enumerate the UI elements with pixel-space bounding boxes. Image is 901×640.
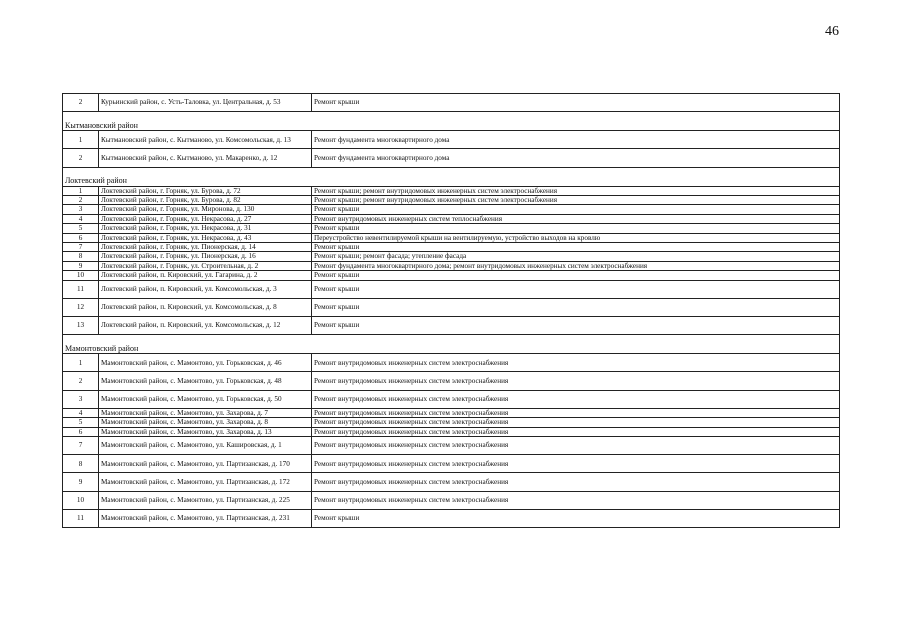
row-number: 3 [63,205,99,214]
repair-table [62,93,840,528]
row-number: 9 [63,473,99,491]
row-work-type: Ремонт внутридомовых инженерных систем электроснабжения [312,372,840,390]
row-address: Локтевский район, г. Горняк, ул. Пионерская, д. 14 [99,243,312,252]
district-name: Локтевский район [63,167,840,186]
row-work-type: Ремонт крыши [312,317,840,335]
row-work-type: Ремонт внутридомовых инженерных систем теплоснабжения [312,214,840,223]
row-address: Мамонтовский район, с. Мамонтово, ул. Горьковская, д. 46 [99,354,312,372]
table-row [63,261,840,270]
row-number: 2 [63,94,99,112]
row-number: 6 [63,233,99,242]
row-address: Локтевский район, г. Горняк, ул. Некрасова, д. 31 [99,224,312,233]
row-address: Мамонтовский район, с. Мамонтово, ул. Партизанская, д. 225 [99,491,312,509]
repair-table-body [63,94,840,528]
row-number: 10 [63,271,99,280]
row-work-type: Ремонт крыши; ремонт внутридомовых инженерных систем электроснабжения [312,186,840,195]
row-number: 9 [63,261,99,270]
row-address: Локтевский район, п. Кировский, ул. Комсомольская, д. 12 [99,317,312,335]
table-row [63,372,840,390]
row-work-type: Ремонт крыши [312,205,840,214]
row-address: Кытмановский район, с. Кытманово, ул. Макаренко, д. 12 [99,149,312,167]
row-address: Мамонтовский район, с. Мамонтово, ул. Захарова, д. 13 [99,427,312,436]
table-row [63,271,840,280]
row-work-type: Ремонт крыши; ремонт фасада; утепление фасада [312,252,840,261]
row-address: Мамонтовский район, с. Мамонтово, ул. Партизанская, д. 172 [99,473,312,491]
row-work-type: Ремонт крыши [312,280,840,298]
table-row [63,214,840,223]
district-header-row [63,112,840,131]
row-address: Мамонтовский район, с. Мамонтово, ул. Партизанская, д. 170 [99,455,312,473]
row-work-type: Ремонт внутридомовых инженерных систем электроснабжения [312,455,840,473]
district-name: Мамонтовский район [63,335,840,354]
row-address: Мамонтовский район, с. Мамонтово, ул. Кашировская, д. 1 [99,436,312,454]
table-row [63,491,840,509]
row-work-type: Ремонт крыши [312,298,840,316]
row-address: Мамонтовский район, с. Мамонтово, ул. Горьковская, д. 50 [99,390,312,408]
row-number: 8 [63,252,99,261]
row-address: Мамонтовский район, с. Мамонтово, ул. Партизанская, д. 231 [99,509,312,527]
row-number: 5 [63,418,99,427]
table-row [63,94,840,112]
row-address: Локтевский район, г. Горняк, ул. Некрасова, д. 27 [99,214,312,223]
row-work-type: Ремонт внутридомовых инженерных систем электроснабжения [312,473,840,491]
row-work-type: Ремонт фундамента многоквартирного дома [312,131,840,149]
row-address: Мамонтовский район, с. Мамонтово, ул. Захарова, д. 7 [99,408,312,417]
row-number: 4 [63,214,99,223]
table-row [63,224,840,233]
row-number: 13 [63,317,99,335]
row-number: 4 [63,408,99,417]
row-work-type: Ремонт внутридомовых инженерных систем электроснабжения [312,354,840,372]
row-number: 10 [63,491,99,509]
table-row [63,354,840,372]
row-number: 11 [63,509,99,527]
row-number: 1 [63,131,99,149]
row-address: Мамонтовский район, с. Мамонтово, ул. Горьковская, д. 48 [99,372,312,390]
row-number: 11 [63,280,99,298]
table-row [63,427,840,436]
row-address: Кытмановский район, с. Кытманово, ул. Комсомольская, д. 13 [99,131,312,149]
row-work-type: Ремонт крыши [312,94,840,112]
row-address: Локтевский район, г. Горняк, ул. Миронова, д. 130 [99,205,312,214]
table-row [63,149,840,167]
table-row [63,317,840,335]
row-address: Локтевский район, г. Горняк, ул. Пионерская, д. 16 [99,252,312,261]
row-number: 5 [63,224,99,233]
row-address: Курьинский район, с. Усть-Таловка, ул. Центральная, д. 53 [99,94,312,112]
page-number: 46 [825,24,839,39]
row-number: 8 [63,455,99,473]
district-name: Кытмановский район [63,112,840,131]
row-work-type: Ремонт внутридомовых инженерных систем электроснабжения [312,390,840,408]
table-row [63,186,840,195]
table-row [63,298,840,316]
row-number: 2 [63,372,99,390]
row-work-type: Ремонт фундамента многоквартирного дома [312,149,840,167]
row-number: 2 [63,195,99,204]
row-number: 1 [63,186,99,195]
row-work-type: Ремонт крыши [312,271,840,280]
row-work-type: Ремонт крыши [312,224,840,233]
row-work-type: Ремонт внутридомовых инженерных систем электроснабжения [312,491,840,509]
row-work-type: Ремонт внутридомовых инженерных систем электроснабжения [312,427,840,436]
table-row [63,205,840,214]
row-work-type: Ремонт фундамента многоквартирного дома; ремонт внутридомовых инженерных систем электроснабжения [312,261,840,270]
district-header-row [63,335,840,354]
table-row [63,455,840,473]
table-row [63,418,840,427]
district-header-row [63,167,840,186]
table-row [63,509,840,527]
row-work-type: Ремонт внутридомовых инженерных систем электроснабжения [312,408,840,417]
row-number: 12 [63,298,99,316]
row-address: Локтевский район, г. Горняк, ул. Бурова, д. 82 [99,195,312,204]
row-number: 7 [63,243,99,252]
row-address: Мамонтовский район, с. Мамонтово, ул. Захарова, д. 8 [99,418,312,427]
table-row [63,131,840,149]
table-row [63,252,840,261]
table-row [63,233,840,242]
row-number: 1 [63,354,99,372]
table-row [63,280,840,298]
table-row [63,436,840,454]
row-address: Локтевский район, г. Горняк, ул. Бурова, д. 72 [99,186,312,195]
row-address: Локтевский район, п. Кировский, ул. Комсомольская, д. 8 [99,298,312,316]
table-row [63,390,840,408]
row-address: Локтевский район, п. Кировский, ул. Комсомольская, д. 3 [99,280,312,298]
row-work-type: Ремонт крыши; ремонт внутридомовых инженерных систем электроснабжения [312,195,840,204]
table-row [63,195,840,204]
row-address: Локтевский район, г. Горняк, ул. Некрасова, д. 43 [99,233,312,242]
table-row [63,243,840,252]
row-number: 3 [63,390,99,408]
row-address: Локтевский район, г. Горняк, ул. Строительная, д. 2 [99,261,312,270]
row-number: 7 [63,436,99,454]
row-number: 6 [63,427,99,436]
table-row [63,408,840,417]
row-number: 2 [63,149,99,167]
row-address: Локтевский район, п. Кировский, ул. Гагарина, д. 2 [99,271,312,280]
table-row [63,473,840,491]
row-work-type: Ремонт крыши [312,243,840,252]
row-work-type: Ремонт внутридомовых инженерных систем электроснабжения [312,418,840,427]
row-work-type: Ремонт внутридомовых инженерных систем электроснабжения [312,436,840,454]
row-work-type: Ремонт крыши [312,509,840,527]
row-work-type: Переустройство невентилируемой крыши на вентилируемую, устройство выходов на кровлю [312,233,840,242]
